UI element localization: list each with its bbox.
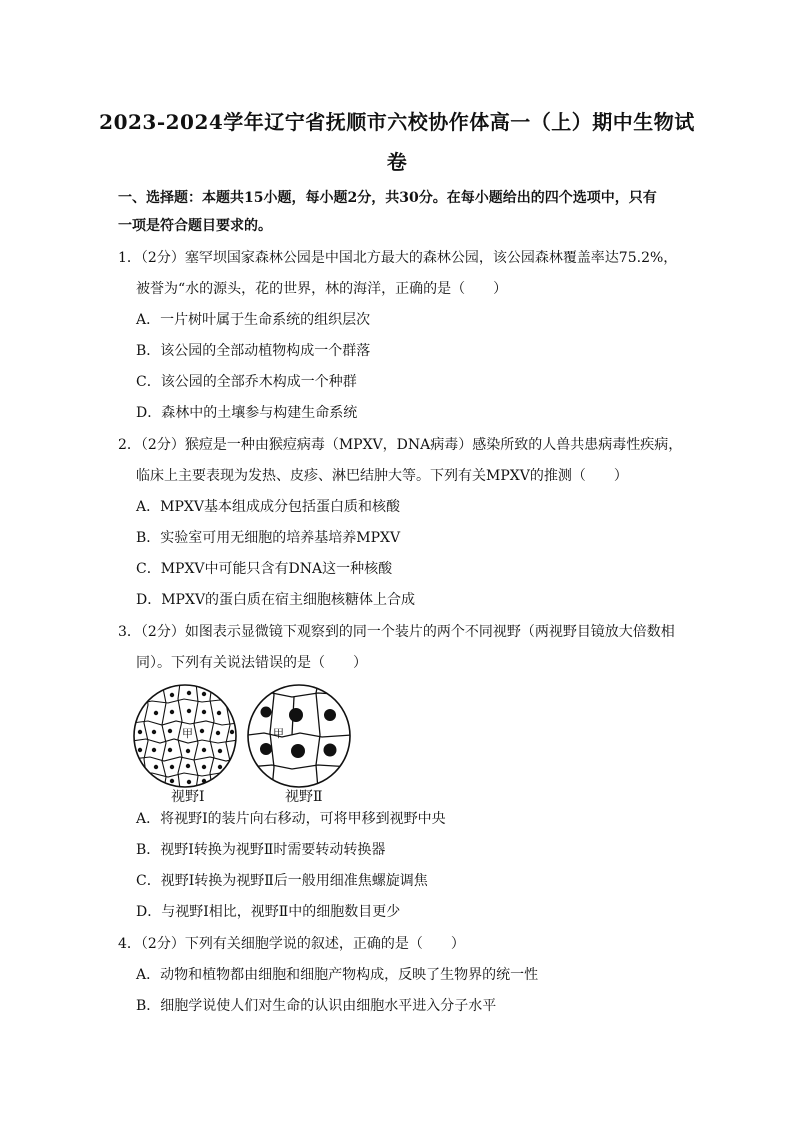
q2-option-a: A．MPXV基本组成成分包括蛋白质和核酸 <box>136 499 400 515</box>
q3-stem-line-1: 3．（2分）如图表示显微镜下观察到的同一个装片的两个不同视野（两视野目镜放大倍数相 <box>118 624 675 640</box>
q1-option-a: A．一片树叶属于生命系统的组织层次 <box>136 312 371 328</box>
label-jia-field-1: 甲 <box>182 727 193 740</box>
q2-option-b: B．实验室可用无细胞的培养基培养MPXV <box>136 530 401 546</box>
q3-option-b: B．视野Ⅰ转换为视野Ⅱ时需要转动转换器 <box>136 842 386 858</box>
q4-option-b: B．细胞学说使人们对生命的认识由细胞水平进入分子水平 <box>136 998 497 1014</box>
document-title-line-2: 卷 <box>386 150 408 174</box>
figure-caption-field-2: 视野Ⅱ <box>285 789 323 805</box>
q2-option-c: C．MPXV中可能只含有DNA这一种核酸 <box>136 561 393 577</box>
field-of-view-2 <box>248 683 352 789</box>
q3-option-a: A．将视野Ⅰ的装片向右移动，可将甲移到视野中央 <box>136 811 446 827</box>
q3-stem-line-2: 同）。下列有关说法错误的是（ ） <box>136 655 367 671</box>
document-title-line-1: 2023-2024学年辽宁省抚顺市六校协作体高一（上）期中生物试 <box>99 110 695 134</box>
label-jia-field-2: 甲 <box>273 727 284 740</box>
figure-caption-field-1: 视野Ⅰ <box>171 789 205 805</box>
q3-option-d: D．与视野Ⅰ相比，视野Ⅱ中的细胞数目更少 <box>136 904 401 920</box>
q1-option-d: D．森林中的土壤参与构建生命系统 <box>136 405 358 421</box>
q3-option-c: C．视野Ⅰ转换为视野Ⅱ后一般用细准焦螺旋调焦 <box>136 873 428 889</box>
section-heading-line-2: 一项是符合题目要求的。 <box>118 218 272 234</box>
q1-stem-line-2: 被誉为“水的源头，花的世界，林的海洋，正确的是（ ） <box>136 281 508 297</box>
q2-option-d: D．MPXV的蛋白质在宿主细胞核糖体上合成 <box>136 592 416 608</box>
q1-option-b: B．该公园的全部动植物构成一个群落 <box>136 343 371 359</box>
q4-stem-line-1: 4．（2分）下列有关细胞学说的叙述，正确的是（ ） <box>118 936 465 952</box>
q1-option-c: C．该公园的全部乔木构成一个种群 <box>136 374 357 390</box>
section-heading-line-1: 一、选择题：本题共15小题，每小题2分，共30分。在每小题给出的四个选项中，只有 <box>118 190 657 206</box>
q2-stem-line-2: 临床上主要表现为发热、皮疹、淋巴结肿大等。下列有关MPXV的推测（ ） <box>136 468 628 484</box>
q4-option-a: A．动物和植物都由细胞和细胞产物构成，反映了生物界的统一性 <box>136 967 539 983</box>
q2-stem-line-1: 2．（2分）猴痘是一种由猴痘病毒（MPXV，DNA病毒）感染所致的人兽共患病毒性疾病， <box>118 437 683 453</box>
q1-stem-line-1: 1．（2分）塞罕坝国家森林公园是中国北方最大的森林公园，该公园森林覆盖率达75.2%， <box>118 250 678 266</box>
field-of-view-1 <box>132 683 238 789</box>
